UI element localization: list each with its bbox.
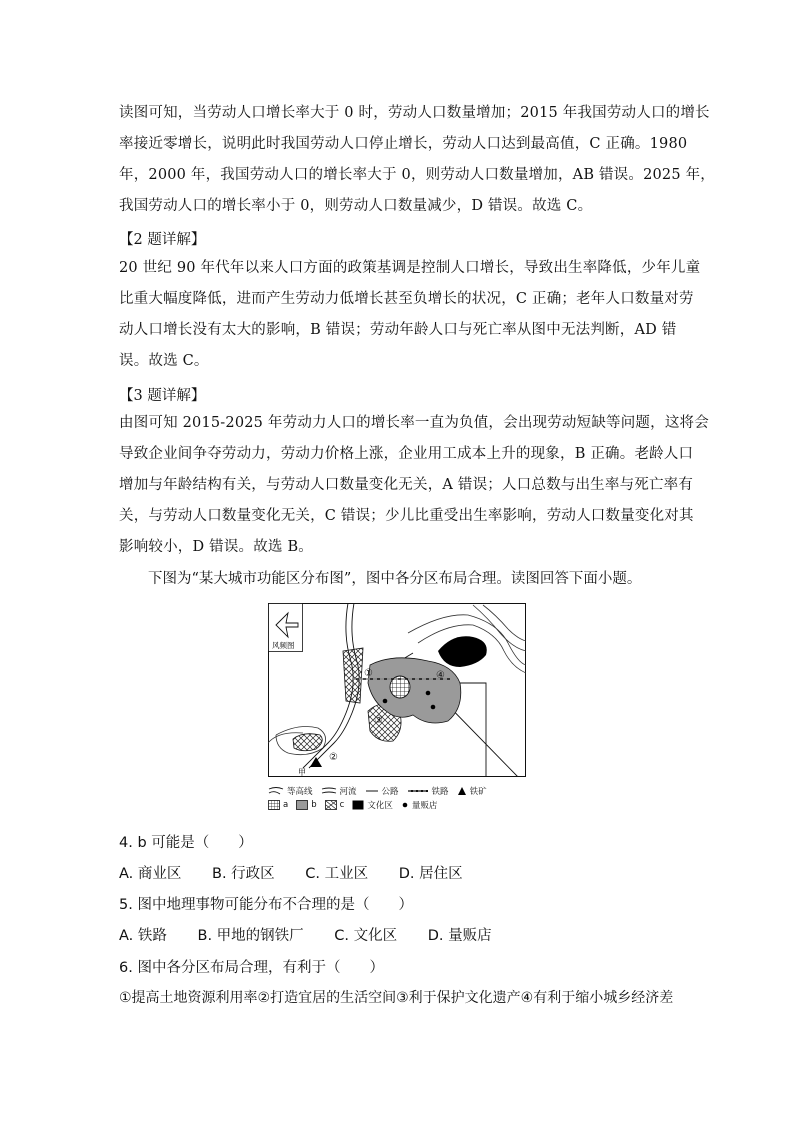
legend-contour [268, 785, 313, 797]
paragraph-line: 读图可知，当劳动人口增长率大于 0 时，劳动人口数量增加；2015 年我国劳动人口的增长 [119, 105, 710, 121]
legend-label: a [283, 800, 289, 810]
paragraph-line: 20 世纪 90 年代年以来人口方面的政策基调是控制人口增长，导致出生率降低，少年儿童 [119, 260, 701, 276]
legend-label: b [311, 800, 317, 810]
option-c[interactable]: C. 工业区 [305, 866, 369, 882]
explanation-paragraph-1 [119, 98, 715, 222]
contour-legend-icon [268, 786, 284, 796]
paragraph-line: 影响较小，D 错误。故选 B。 [119, 539, 313, 555]
option-b[interactable]: B. 行政区 [212, 866, 275, 882]
legend-label: 等高线 [287, 787, 313, 797]
legend-label: 河流 [339, 787, 357, 797]
question-5-options [119, 924, 518, 945]
zone-c-north [343, 648, 363, 703]
legend-label: 文化区 [367, 801, 393, 811]
section-heading-2: 【2 题详解】 [119, 232, 206, 248]
paragraph-line: 误。故选 C。 [119, 353, 209, 369]
paragraph-line: 导致企业间争夺劳动力，劳动力价格上涨，企业用工成本上升的现象，B 正确。老龄人口 [119, 446, 694, 462]
legend-label: 铁路 [431, 787, 449, 797]
legend-label: 铁矿 [469, 787, 487, 797]
marker-4: ④ [436, 670, 445, 681]
question-6-stem: 6. 图中各分区布局合理，有利于（ ） [119, 960, 384, 976]
paragraph-line: 由图可知 2015-2025 年劳动力人口的增长率一直为负值，会出现劳动短缺等问题，这将会 [119, 415, 709, 431]
highway-legend-icon [365, 786, 379, 796]
legend-iron-mine [457, 785, 487, 797]
legend-zone-b [296, 800, 316, 810]
dot-icon [401, 800, 409, 810]
grid-swatch-icon [268, 800, 280, 810]
marker-1: ① [364, 668, 373, 679]
legend-zone-a [268, 800, 288, 810]
map-legend [268, 784, 568, 812]
option-a[interactable]: A. 铁路 [119, 928, 167, 944]
gray-swatch-icon [296, 800, 308, 810]
legend-store [401, 799, 438, 811]
legend-culture-zone [352, 799, 393, 811]
option-c[interactable]: C. 文化区 [334, 928, 398, 944]
city-function-map [268, 603, 526, 777]
legend-railway [407, 785, 449, 797]
legend-row-2 [268, 798, 568, 812]
black-swatch-icon [352, 800, 364, 810]
river-legend-icon [321, 786, 337, 796]
paragraph-line: 动人口增长没有太大的影响，B 错误；劳动年龄人口与死亡率从图中无法判断，AD 错 [119, 322, 677, 338]
paragraph-line: 关，与劳动人口数量变化无关，C 错误；少儿比重受出生率影响，劳动人口数量变化对其 [119, 508, 694, 524]
option-d[interactable]: D. 量贩店 [427, 928, 492, 944]
question-4-stem: 4. b 可能是（ ） [119, 835, 253, 851]
railway-legend-icon [407, 786, 429, 796]
place-label-jia: 甲 [298, 768, 306, 777]
legend-river [321, 785, 357, 797]
figure-intro: 下图为“某大城市功能区分布图”，图中各分区布局合理。读图回答下面小题。 [148, 571, 642, 587]
paragraph-line: 比重大幅度降低，进而产生劳动力低增长甚至负增长的状况，C 正确；老年人口数量对劳 [119, 291, 694, 307]
question-4-options [119, 862, 489, 883]
legend-row-1 [268, 784, 568, 798]
option-d[interactable]: D. 居住区 [398, 866, 463, 882]
triangle-icon [457, 786, 467, 796]
paragraph-line: 我国劳动人口的增长率小于 0，则劳动人口数量减少，D 错误。故选 C。 [119, 198, 593, 214]
option-a[interactable]: A. 商业区 [119, 866, 182, 882]
section-heading-3: 【3 题详解】 [119, 388, 206, 404]
wind-rose-label: 风频图 [272, 641, 295, 650]
legend-highway [365, 785, 399, 797]
paragraph-line: 率接近零增长，说明此时我国劳动人口停止增长，劳动人口达到最高值，C 正确。1980 [119, 136, 688, 152]
legend-label: 公路 [381, 787, 399, 797]
marker-2: ② [329, 752, 338, 763]
paragraph-line: 增加与年龄结构有关，与劳动人口数量变化无关，A 错误；人口总数与出生率与死亡率有 [119, 477, 694, 493]
question-5-stem: 5. 图中地理事物可能分布不合理的是（ ） [119, 897, 413, 913]
question-6-choices: ①提高土地资源利用率②打造宜居的生活空间③利于保护文化遗产④有利于缩小城乡经济差 [119, 990, 674, 1006]
option-b[interactable]: B. 甲地的钢铁厂 [197, 928, 304, 944]
legend-label: 量贩店 [411, 801, 438, 811]
marker-3: ③ [374, 715, 383, 726]
legend-zone-c [325, 800, 345, 810]
legend-label: c [339, 800, 345, 810]
paragraph-line: 年，2000 年，我国劳动人口的增长率大于 0，则劳动人口数量增加，AB 错误。2025 年， [119, 167, 715, 183]
cross-swatch-icon [325, 800, 337, 810]
explanation-paragraph-3 [119, 408, 709, 563]
explanation-paragraph-2 [119, 253, 701, 377]
